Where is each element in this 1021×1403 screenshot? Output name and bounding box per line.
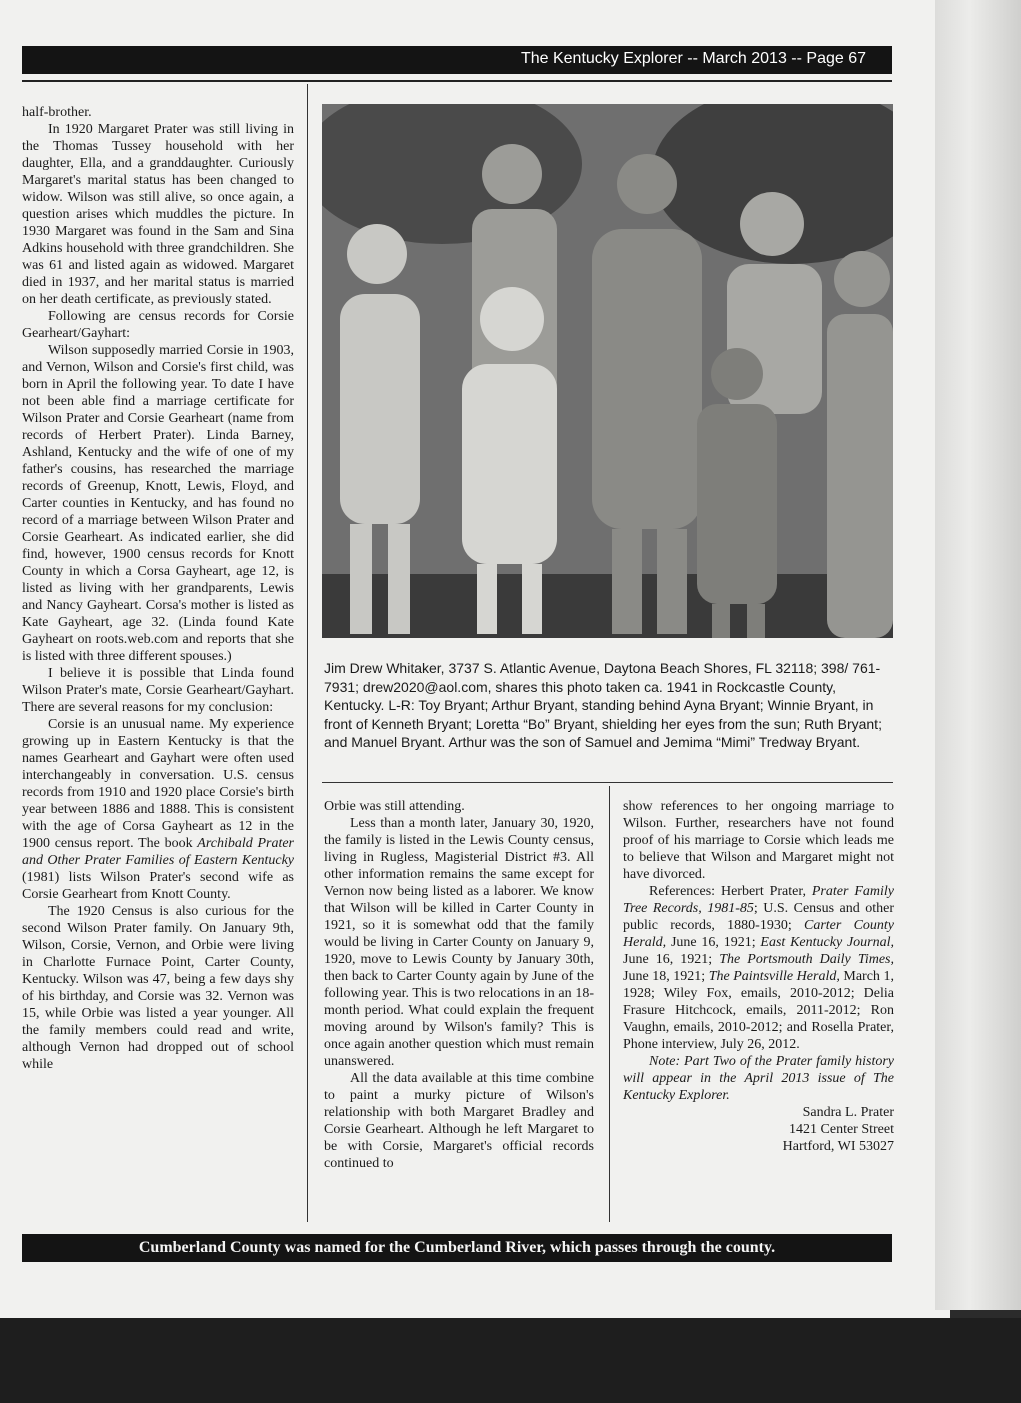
right-column: [623, 798, 894, 1155]
author-signature: [623, 1104, 894, 1155]
references: [623, 883, 894, 1053]
header-rule: [22, 80, 892, 82]
references-label: References: Herbert Prater,: [649, 884, 812, 899]
editor-note: [623, 1053, 894, 1104]
paragraph: Orbie was still attending.: [324, 799, 465, 814]
reference-title: East Kentucky Journal,: [760, 935, 894, 950]
paragraph: All the data available at this time combine to paint a murky picture of Wilson's relationship with both Margaret Bradley and Corsie Gearheart. Although he left Margaret to be with Corsie, Margaret's official records continued to: [324, 1071, 594, 1171]
paragraph: Less than a month later, January 30, 1920, the family is listed in the Lewis County census, living in Rugless, Magisterial District #3. All other information remains the same except for Vernon now being listed as a laborer. We know that Wilson will be killed in Carter County in 1921, so it is somewhat odd that the family would be living in Carter County on January 9, 1920, move to Lewis County by January 30th, then back to Carter County again by June of the following year. This is two relocations in an 18-month period. What could explain the frequent moving around by Wilson's family? This is once again another question which must remain unanswered.: [324, 816, 594, 1069]
paragraph: The 1920 Census is also curious for the second Wilson Prater family. On January 9th, Wilson, Corsie, Vernon, and Orbie were living in Charlotte Furnace Point, Carter County, Kentucky. Wilson was 47, being a few days shy of his birthday, and Corsie was 32. Vernon was 15, while Orbie was listed a year younger. All the family members could read and write, although Vernon had dropped out of school while: [22, 904, 294, 1072]
family-photo: [322, 104, 893, 638]
paragraph: Wilson supposedly married Corsie in 1903, and Vernon, Wilson and Corsie's first child, was born in April the following year. To date I have not been able find a marriage certificate for Wilson Prater and Corsie Gearheart (name from records of Herbert Prater). Linda Barney, Ashland, Kentucky and the wife of one of my father's cousins, has researched the marriage records of Greenup, Knott, Lewis, Floyd, and Carter counties in Kentucky, and has found no record of a marriage between Wilson Prater and Corsie Gearheart. As indicated earlier, she did find, however, 1900 census records for Knott County in which a Corsa Gayheart, age 12, is listed as living with her grandparents, Lewis and Nancy Gayheart. Corsa's mother is listed as Kate Gayheart, age 32. (Linda found Kate Gayheart on roots.web.com and reports that she is listed with three different spouses.): [22, 343, 294, 664]
page-edge-shadow: [935, 0, 1021, 1310]
paragraph: [22, 716, 294, 903]
reference-title: Prater Family Tree Records, 1981-85: [623, 884, 894, 916]
photo-caption: Jim Drew Whitaker, 3737 S. Atlantic Avenue, Daytona Beach Shores, FL 32118; 398/ 761-7931; drew2020@aol.com, shares this photo taken ca. 1941 in Rockcastle County, Kentucky. L-R: Toy Bryant; Arthur Bryant, standing behind Ayna Bryant; Winnie Bryant, in front of Kenneth Bryant; Loretta “Bo” Bryant, shielding her eyes from the sun; Ruth Bryant; and Manuel Bryant. Arthur was the son of Samuel and Jemima “Mimi” Tredway Bryant.: [324, 660, 882, 750]
reference-text: June 16, 1921;: [666, 935, 761, 950]
left-column: [22, 104, 294, 1073]
author-name: Sandra L. Prater: [802, 1105, 894, 1120]
reference-text: ; U.S. Census and other public records, 1880-1930;: [623, 901, 895, 933]
running-head-bar: [22, 46, 892, 74]
section-rule: [322, 782, 893, 783]
author-street: 1421 Center Street: [789, 1122, 894, 1137]
editor-note-text: Note: Part Two of the Prater family history will appear in the April 2013 issue of The Kentucky Explorer.: [623, 1054, 894, 1103]
paragraph-text: Corsie is an unusual name. My experience growing up in Eastern Kentucky is that the names Gearheart and Gayhart were often used interchangeably in conversation. U.S. census records from 1910 and 1920 place Corsie's birth year between 1886 and 1888. This is consistent with the age of Corsa Gayheart as 12 in the 1900 census report. The book: [22, 717, 294, 851]
paragraph: I believe it is possible that Linda found Wilson Prater's mate, Corsie Gearheart/Gayhart. There are several reasons for my conclusion:: [22, 666, 294, 715]
running-head: The Kentucky Explorer -- March 2013 -- Page 67: [520, 50, 866, 67]
paragraph: show references to her ongoing marriage to Wilson. Further, researchers have not found proof of his marriage to Corsie which leads me to believe that Wilson and Margaret might not have divorced.: [623, 799, 894, 882]
footer-fact-bar: Cumberland County was named for the Cumberland River, which passes through the county.: [22, 1234, 892, 1262]
author-city: Hartford, WI 53027: [782, 1139, 894, 1154]
middle-column: [324, 798, 594, 1172]
photo-illustration: [322, 104, 893, 638]
paragraph: Following are census records for Corsie Gearheart/Gayhart:: [22, 309, 294, 341]
reference-title: Carter County Herald,: [623, 918, 895, 950]
paragraph: In 1920 Margaret Prater was still living in the Thomas Tussey household with her daughter, Ella, and a granddaughter. Curiously Margaret's marital status has been changed to widow. Wilson was still alive, so once again, a question arises which muddles the picture. In 1930 Margaret was found in the Sam and Sina Adkins household with three grandchildren. She was 61 and listed again as widowed. Margaret died in 1937, and her marital status is married on her death certificate, as previously stated.: [22, 122, 294, 307]
column-divider: [609, 786, 610, 1222]
reference-title: The Paintsville Herald,: [708, 969, 840, 984]
paragraph: half-brother.: [22, 105, 92, 120]
reference-text: March 1, 1928; Wiley Fox, emails, 2010-2012; Delia Frasure Hitchcock, emails, 2011-2012; Ron Vaughn, emails, 2010-2012; and Rosella Prater, Phone interview, July 26, 2012.: [623, 969, 894, 1052]
reference-text: June 18, 1921;: [623, 969, 709, 984]
reference-title: The Portsmouth Daily Times,: [719, 952, 894, 967]
column-divider: [307, 84, 308, 1222]
scanner-background: [0, 1318, 1021, 1403]
reference-text: June 16, 1921;: [623, 952, 720, 967]
book-title: Archibald Prater and Other Prater Families of Eastern Kentucky: [22, 836, 295, 868]
paragraph-text: (1981) lists Wilson Prater's second wife as Corsie Gearheart from Knott County.: [22, 870, 294, 902]
